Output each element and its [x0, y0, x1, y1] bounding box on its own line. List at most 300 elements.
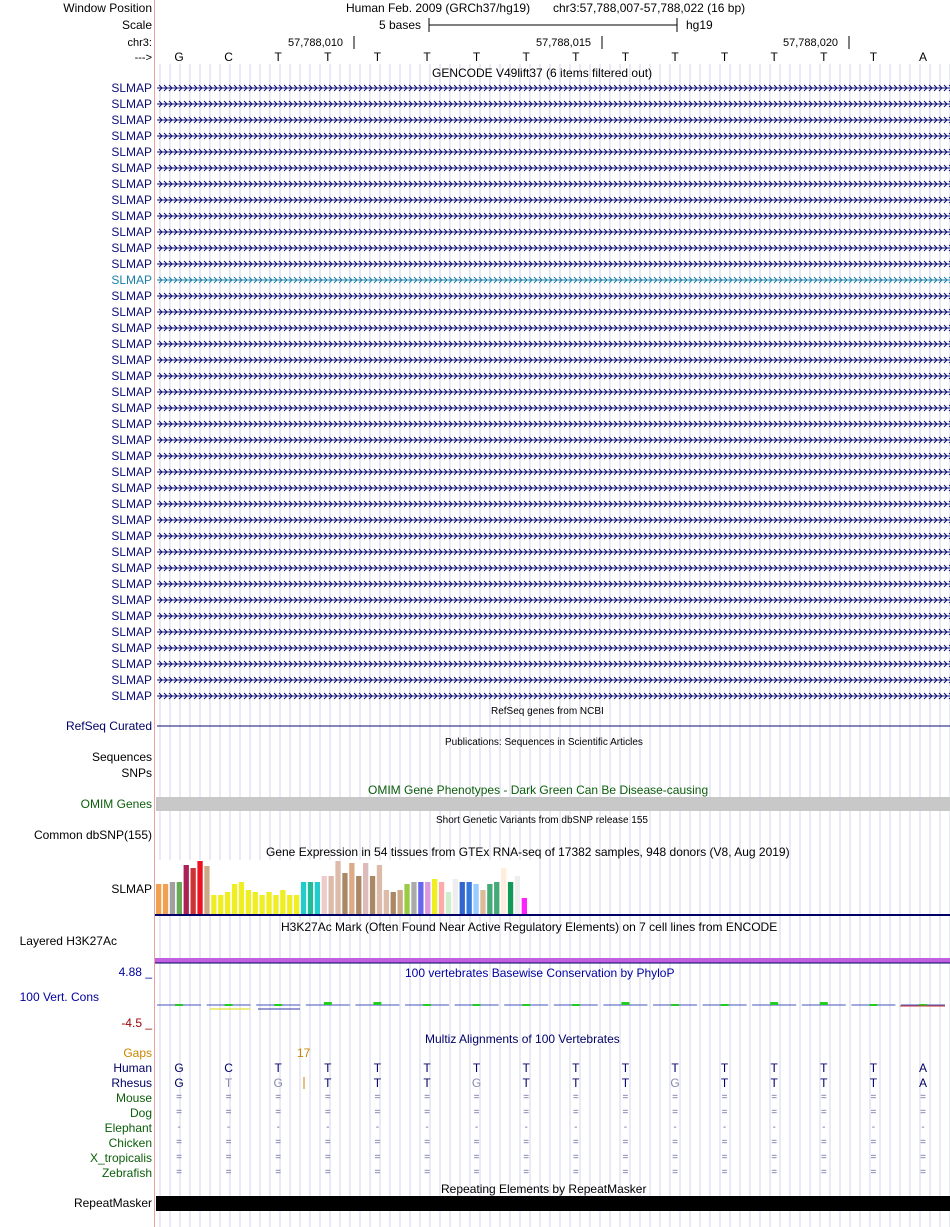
- gtex-tissue-bar[interactable]: [411, 882, 416, 914]
- species-label[interactable]: Chicken: [108, 1136, 152, 1150]
- alignment-match: =: [672, 1107, 678, 1118]
- gaps-label[interactable]: Gaps: [123, 1046, 152, 1060]
- alignment-match: =: [672, 1167, 678, 1178]
- gene-label-slmap[interactable]: SLMAP: [111, 193, 152, 207]
- gencode-title: GENCODE V49lift37 (6 items filtered out): [432, 66, 653, 80]
- gtex-tissue-bar[interactable]: [391, 892, 396, 914]
- alignment-match: =: [920, 1107, 926, 1118]
- gtex-tissue-bar[interactable]: [432, 879, 437, 914]
- gene-label-slmap[interactable]: SLMAP: [111, 401, 152, 415]
- dbsnp-label[interactable]: Common dbSNP(155): [33, 828, 152, 842]
- base-letter: T: [621, 50, 630, 64]
- alignment-match: =: [920, 1167, 926, 1178]
- alignment-match: =: [870, 1137, 877, 1148]
- cons-title: 100 vertebrates Basewise Conservation by PhyloP: [405, 966, 675, 980]
- human-base: T: [522, 1061, 530, 1075]
- gtex-tissue-bar[interactable]: [453, 879, 458, 914]
- gene-label-slmap[interactable]: SLMAP: [111, 417, 152, 431]
- h3k27ac-label[interactable]: Layered H3K27Ac: [19, 934, 117, 948]
- base-letter: T: [274, 50, 282, 64]
- species-label[interactable]: Human: [113, 1061, 152, 1075]
- alignment-match: =: [771, 1137, 778, 1148]
- alignment-match: =: [771, 1167, 778, 1178]
- base-letter: A: [918, 50, 928, 64]
- gene-label-slmap[interactable]: SLMAP: [111, 337, 152, 351]
- gene-row[interactable]: [157, 197, 950, 203]
- base-letter: T: [472, 50, 481, 64]
- gtex-label[interactable]: SLMAP: [111, 882, 152, 896]
- gtex-tissue-bar[interactable]: [294, 895, 299, 914]
- gtex-tissue-bar[interactable]: [273, 895, 278, 914]
- alignment-match: =: [820, 1107, 827, 1118]
- gtex-tissue-bar[interactable]: [315, 882, 320, 914]
- gtex-tissue-bar[interactable]: [163, 884, 168, 914]
- repeatmasker-bar[interactable]: [156, 1196, 950, 1211]
- alignment-match: =: [870, 1107, 877, 1118]
- db-text: hg19: [686, 18, 713, 32]
- gene-row[interactable]: [157, 229, 950, 235]
- alignment-match: =: [622, 1137, 629, 1148]
- gtex-tissue-bar[interactable]: [204, 866, 209, 914]
- browser-track-area[interactable]: [155, 0, 950, 1227]
- gtex-tissue-bar[interactable]: [480, 890, 485, 914]
- gtex-tissue-bar[interactable]: [515, 876, 520, 914]
- alignment-match: =: [523, 1137, 530, 1148]
- species-label[interactable]: X_tropicalis: [89, 1151, 152, 1165]
- gene-label-slmap[interactable]: SLMAP: [111, 641, 152, 655]
- alignment-match: -: [871, 1122, 876, 1133]
- gene-row[interactable]: [157, 421, 950, 427]
- gene-label-slmap[interactable]: SLMAP: [111, 545, 152, 559]
- gene-label-slmap[interactable]: SLMAP: [111, 129, 152, 143]
- human-base: G: [174, 1061, 184, 1075]
- gene-label-slmap[interactable]: SLMAP: [111, 321, 152, 335]
- alignment-match: =: [374, 1152, 381, 1163]
- alignment-match: -: [772, 1122, 776, 1133]
- gtex-tissue-bar[interactable]: [232, 884, 237, 914]
- gene-label-slmap[interactable]: SLMAP: [111, 433, 152, 447]
- multiz-title: Multiz Alignments of 100 Vertebrates: [425, 1032, 620, 1046]
- gtex-tissue-bar[interactable]: [467, 882, 472, 914]
- gtex-tissue-bar[interactable]: [218, 895, 223, 914]
- gtex-tissue-bar[interactable]: [473, 884, 478, 914]
- base-letter: T: [720, 50, 729, 64]
- gene-label-slmap[interactable]: SLMAP: [111, 97, 152, 111]
- gtex-tissue-bar[interactable]: [308, 882, 313, 914]
- gtex-tissue-bar[interactable]: [356, 876, 361, 914]
- alignment-match: =: [176, 1167, 182, 1178]
- gene-row[interactable]: [157, 405, 950, 411]
- rhesus-base: G: [670, 1076, 680, 1090]
- alignment-match: =: [721, 1092, 728, 1103]
- species-label[interactable]: Dog: [129, 1106, 152, 1120]
- alignment-match: =: [672, 1137, 678, 1148]
- alignment-match: =: [324, 1092, 331, 1103]
- alignment-match: =: [225, 1152, 232, 1163]
- gene-label-slmap[interactable]: SLMAP: [111, 689, 152, 703]
- gtex-tissue-bar[interactable]: [184, 865, 189, 914]
- rhesus-base: A: [918, 1076, 928, 1090]
- alignment-match: =: [820, 1137, 827, 1148]
- refseq-title: RefSeq genes from NCBI: [491, 706, 604, 717]
- rhesus-base: T: [869, 1076, 878, 1090]
- human-base: T: [621, 1061, 630, 1075]
- rhesus-base: T: [522, 1076, 530, 1090]
- human-base: A: [918, 1061, 928, 1075]
- alignment-match: =: [523, 1167, 530, 1178]
- alignment-match: =: [622, 1152, 629, 1163]
- alignment-match: =: [473, 1092, 480, 1103]
- human-base: C: [224, 1061, 233, 1075]
- gene-label-slmap[interactable]: SLMAP: [111, 305, 152, 319]
- alignment-match: =: [721, 1167, 728, 1178]
- gene-row[interactable]: [157, 645, 950, 651]
- h3k27ac-title: H3K27Ac Mark (Often Found Near Active Regulatory Elements) on 7 cell lines from ENCODE: [281, 920, 778, 934]
- human-base: T: [770, 1061, 778, 1075]
- base-letter: T: [671, 50, 679, 64]
- alignment-match: =: [721, 1137, 728, 1148]
- gene-row[interactable]: [157, 149, 950, 155]
- rhesus-base: T: [224, 1076, 233, 1090]
- gtex-tissue-bar[interactable]: [446, 892, 451, 914]
- gene-row[interactable]: [157, 357, 950, 363]
- cons-label[interactable]: 100 Vert. Cons: [19, 990, 99, 1004]
- alignment-match: =: [572, 1107, 579, 1118]
- alignment-match: =: [820, 1152, 827, 1163]
- gtex-tissue-bar[interactable]: [398, 890, 403, 914]
- gene-label-slmap[interactable]: SLMAP: [111, 529, 152, 543]
- rhesus-base: T: [621, 1076, 630, 1090]
- repeatmasker-title: Repeating Elements by RepeatMasker: [441, 1182, 647, 1196]
- rhesus-base: G: [471, 1076, 482, 1090]
- gene-row[interactable]: [157, 309, 950, 315]
- alignment-match: =: [672, 1092, 678, 1103]
- gtex-tissue-bar[interactable]: [335, 861, 340, 914]
- gap-count: 17: [297, 1046, 311, 1060]
- alignment-match: -: [425, 1122, 429, 1133]
- gene-row[interactable]: [157, 661, 950, 667]
- gtex-tissue-bar[interactable]: [211, 895, 216, 914]
- gene-row[interactable]: [157, 597, 950, 603]
- snps-label[interactable]: SNPs: [121, 766, 152, 780]
- gtex-tissue-bar[interactable]: [246, 890, 251, 914]
- gene-label-slmap[interactable]: SLMAP: [111, 465, 152, 479]
- base-letter: G: [174, 50, 184, 64]
- alignment-match: -: [524, 1122, 528, 1133]
- ruler-tick-1: 57,788,010: [288, 37, 344, 49]
- base-letter: T: [770, 50, 778, 64]
- gene-row[interactable]: [157, 245, 950, 251]
- alignment-match: =: [870, 1092, 877, 1103]
- human-base: T: [720, 1061, 729, 1075]
- base-letter: T: [324, 50, 332, 64]
- alignment-match: =: [225, 1107, 232, 1118]
- gene-row[interactable]: [157, 517, 950, 523]
- human-base: T: [423, 1061, 431, 1075]
- base-letter: T: [572, 50, 580, 64]
- gene-row[interactable]: [157, 101, 950, 107]
- gtex-tissue-bar[interactable]: [170, 882, 175, 914]
- gene-row[interactable]: [157, 533, 950, 539]
- alignment-match: =: [225, 1167, 232, 1178]
- gene-label-slmap[interactable]: SLMAP: [111, 161, 152, 175]
- rhesus-base: G: [273, 1076, 283, 1090]
- gene-label-slmap[interactable]: SLMAP: [111, 481, 152, 495]
- gene-label-slmap[interactable]: SLMAP: [111, 369, 152, 383]
- alignment-match: =: [523, 1107, 530, 1118]
- alignment-match: =: [771, 1092, 778, 1103]
- alignment-match: =: [622, 1107, 629, 1118]
- gene-row[interactable]: [157, 485, 950, 491]
- rhesus-base: T: [373, 1076, 382, 1090]
- position-text: chr3:57,788,007-57,788,022 (16 bp): [553, 1, 746, 15]
- gene-row[interactable]: [157, 629, 950, 635]
- gtex-tissue-bar[interactable]: [287, 895, 292, 914]
- human-base: T: [869, 1061, 878, 1075]
- gtex-bars[interactable]: [155, 860, 535, 915]
- gene-label-slmap[interactable]: SLMAP: [111, 385, 152, 399]
- gene-row[interactable]: [157, 581, 950, 587]
- gtex-tissue-bar[interactable]: [253, 892, 258, 914]
- gtex-tissue-bar[interactable]: [239, 882, 244, 914]
- alignment-match: =: [721, 1107, 728, 1118]
- alignment-match: =: [622, 1092, 629, 1103]
- gene-label-slmap[interactable]: SLMAP: [111, 625, 152, 639]
- omim-title: OMIM Gene Phenotypes - Dark Green Can Be Disease-causing: [368, 783, 709, 797]
- gtex-tissue-bar[interactable]: [501, 868, 506, 914]
- gtex-tissue-bar[interactable]: [322, 876, 327, 914]
- alignment-match: -: [226, 1122, 231, 1133]
- gtex-tissue-bar[interactable]: [363, 863, 368, 914]
- gtex-tissue-bar[interactable]: [191, 868, 196, 914]
- gene-label-slmap[interactable]: SLMAP: [111, 513, 152, 527]
- gene-row[interactable]: [157, 181, 950, 187]
- gene-label-slmap[interactable]: SLMAP: [111, 657, 152, 671]
- gtex-tissue-bar[interactable]: [197, 861, 202, 914]
- gene-label-slmap[interactable]: SLMAP: [111, 593, 152, 607]
- scale-label: Scale: [121, 18, 152, 32]
- gene-row[interactable]: [157, 213, 950, 219]
- gene-row[interactable]: [157, 565, 950, 571]
- alignment-match: -: [822, 1122, 826, 1133]
- gene-row[interactable]: [157, 677, 950, 683]
- alignment-match: =: [275, 1152, 282, 1163]
- gene-row[interactable]: [157, 293, 950, 299]
- gene-row[interactable]: [157, 613, 950, 619]
- alignment-match: -: [474, 1122, 479, 1133]
- gtex-tissue-bar[interactable]: [177, 882, 182, 914]
- gtex-title: Gene Expression in 54 tissues from GTEx RNA-seq of 17382 samples, 948 donors (V8, Aug 2019): [266, 845, 790, 859]
- rhesus-base: T: [720, 1076, 729, 1090]
- gene-label-slmap[interactable]: SLMAP: [111, 561, 152, 575]
- gtex-tissue-bar[interactable]: [425, 882, 430, 914]
- gene-label-slmap[interactable]: SLMAP: [111, 177, 152, 191]
- base-letter: T: [522, 50, 530, 64]
- rhesus-base: T: [820, 1076, 828, 1090]
- gene-row[interactable]: [157, 85, 950, 91]
- gene-label-slmap[interactable]: SLMAP: [111, 257, 152, 271]
- species-label[interactable]: Mouse: [115, 1091, 152, 1105]
- alignment-match: -: [177, 1122, 181, 1133]
- alignment-match: =: [920, 1137, 926, 1148]
- gene-row[interactable]: [157, 501, 950, 507]
- gtex-tissue-bar[interactable]: [384, 890, 389, 914]
- gtex-tissue-bar[interactable]: [522, 898, 527, 914]
- gtex-tissue-bar[interactable]: [460, 882, 465, 914]
- gene-label-slmap[interactable]: SLMAP: [111, 225, 152, 239]
- gtex-tissue-bar[interactable]: [487, 884, 492, 914]
- gene-label-slmap[interactable]: SLMAP: [111, 209, 152, 223]
- strand-label: --->: [134, 52, 152, 64]
- alignment-match: =: [324, 1107, 331, 1118]
- omim-bar[interactable]: [156, 797, 950, 811]
- alignment-match: =: [374, 1167, 381, 1178]
- alignment-match: =: [374, 1107, 381, 1118]
- alignment-match: =: [523, 1092, 530, 1103]
- gene-row[interactable]: [157, 165, 950, 171]
- track-labels: [0, 0, 154, 1227]
- gene-label-slmap[interactable]: SLMAP: [111, 609, 152, 623]
- gtex-tissue-bar[interactable]: [280, 890, 285, 914]
- gtex-tissue-bar[interactable]: [342, 873, 347, 914]
- gene-row[interactable]: [157, 341, 950, 347]
- gene-label-slmap[interactable]: SLMAP: [111, 241, 152, 255]
- gene-row[interactable]: [157, 117, 950, 123]
- gene-label-slmap[interactable]: SLMAP: [111, 113, 152, 127]
- gtex-tissue-bar[interactable]: [301, 882, 306, 914]
- human-base: T: [820, 1061, 828, 1075]
- species-label[interactable]: Rhesus: [111, 1076, 152, 1090]
- alignment-match: -: [276, 1122, 280, 1133]
- alignment-match: =: [572, 1092, 579, 1103]
- h3k27ac-band[interactable]: [155, 958, 950, 963]
- gene-label-slmap[interactable]: SLMAP: [111, 353, 152, 367]
- alignment-match: =: [275, 1107, 282, 1118]
- gene-label-slmap[interactable]: SLMAP: [111, 577, 152, 591]
- refseq-label[interactable]: RefSeq Curated: [65, 719, 152, 733]
- alignment-match: =: [920, 1152, 926, 1163]
- gtex-tissue-bar[interactable]: [377, 865, 382, 914]
- alignment-match: -: [375, 1122, 380, 1133]
- omim-label[interactable]: OMIM Genes: [80, 797, 152, 811]
- gene-row[interactable]: [157, 389, 950, 395]
- gene-label-slmap[interactable]: SLMAP: [111, 81, 152, 95]
- alignment-match: =: [572, 1137, 579, 1148]
- gene-row[interactable]: [157, 277, 950, 283]
- alignment-match: =: [176, 1137, 182, 1148]
- rhesus-base: T: [423, 1076, 431, 1090]
- alignment-match: =: [275, 1167, 282, 1178]
- gene-label-slmap[interactable]: SLMAP: [111, 273, 152, 287]
- pubs-title: Publications: Sequences in Scientific Articles: [445, 737, 643, 748]
- alignment-match: =: [820, 1167, 827, 1178]
- alignment-match: =: [771, 1152, 778, 1163]
- alignment-match: =: [176, 1152, 182, 1163]
- alignment-match: =: [424, 1152, 430, 1163]
- gtex-tissue-bar[interactable]: [418, 882, 423, 914]
- gene-label-slmap[interactable]: SLMAP: [111, 145, 152, 159]
- gene-row[interactable]: [157, 453, 950, 459]
- alignment-match: =: [473, 1152, 480, 1163]
- assembly-title: Human Feb. 2009 (GRCh37/hg19): [346, 1, 531, 15]
- alignment-match: =: [572, 1167, 579, 1178]
- gene-row[interactable]: [157, 469, 950, 475]
- gtex-tissue-bar[interactable]: [494, 882, 499, 914]
- gtex-tissue-bar[interactable]: [156, 884, 161, 914]
- conservation-plot: [157, 1002, 945, 1009]
- alignment-match: =: [473, 1167, 480, 1178]
- base-letter: T: [869, 50, 878, 64]
- base-letter: C: [224, 50, 233, 64]
- human-base: T: [274, 1061, 282, 1075]
- human-base: T: [572, 1061, 580, 1075]
- gtex-tissue-bar[interactable]: [404, 884, 409, 914]
- gtex-tissue-bar[interactable]: [349, 863, 354, 914]
- gene-row[interactable]: [157, 373, 950, 379]
- alignment-match: =: [324, 1152, 331, 1163]
- alignment-match: -: [722, 1122, 727, 1133]
- alignment-match: =: [424, 1092, 430, 1103]
- gene-label-slmap[interactable]: SLMAP: [111, 497, 152, 511]
- dbsnp-title: Short Genetic Variants from dbSNP release 155: [436, 815, 648, 826]
- cons-min: -4.5 _: [121, 1016, 152, 1030]
- gene-label-slmap[interactable]: SLMAP: [111, 289, 152, 303]
- sequences-label[interactable]: Sequences: [91, 750, 152, 764]
- alignment-match: =: [473, 1107, 480, 1118]
- alignment-match: =: [424, 1167, 430, 1178]
- scale-bar: [429, 18, 677, 32]
- gtex-tissue-bar[interactable]: [266, 892, 271, 914]
- human-base: T: [671, 1061, 679, 1075]
- ruler-tick-3: 57,788,020: [783, 37, 839, 49]
- gene-row[interactable]: [157, 437, 950, 443]
- alignment-match: =: [324, 1137, 331, 1148]
- alignment-match: -: [326, 1122, 330, 1133]
- gtex-tissue-bar[interactable]: [260, 895, 265, 914]
- gene-row[interactable]: [157, 261, 950, 267]
- gene-row[interactable]: [157, 693, 950, 699]
- gene-row[interactable]: [157, 325, 950, 331]
- alignment-match: =: [374, 1137, 381, 1148]
- human-base: T: [472, 1061, 481, 1075]
- alignment-match: =: [275, 1137, 282, 1148]
- alignment-match: =: [473, 1137, 480, 1148]
- cons-max: 4.88 _: [118, 965, 152, 979]
- alignment-match: =: [275, 1092, 282, 1103]
- scale-text: 5 bases: [379, 18, 422, 32]
- base-letter: T: [373, 50, 382, 64]
- gene-label-slmap[interactable]: SLMAP: [111, 673, 152, 687]
- gtex-tissue-bar[interactable]: [329, 876, 334, 914]
- ruler-tick-2: 57,788,015: [536, 37, 592, 49]
- gene-row[interactable]: [157, 133, 950, 139]
- gene-label-slmap[interactable]: SLMAP: [111, 449, 152, 463]
- rhesus-base: G: [174, 1076, 184, 1090]
- repeatmasker-label[interactable]: RepeatMasker: [73, 1196, 152, 1210]
- gene-row[interactable]: [157, 549, 950, 555]
- alignment-match: -: [673, 1122, 677, 1133]
- alignment-match: =: [176, 1107, 182, 1118]
- gtex-tissue-bar[interactable]: [439, 882, 444, 914]
- species-label[interactable]: Elephant: [104, 1121, 152, 1135]
- gtex-tissue-bar[interactable]: [370, 876, 375, 914]
- species-label[interactable]: Zebrafish: [101, 1166, 152, 1180]
- alignment-match: =: [672, 1152, 678, 1163]
- alignment-match: =: [771, 1107, 778, 1118]
- gtex-tissue-bar[interactable]: [508, 882, 513, 914]
- alignment-match: -: [921, 1122, 925, 1133]
- gtex-tissue-bar[interactable]: [225, 892, 230, 914]
